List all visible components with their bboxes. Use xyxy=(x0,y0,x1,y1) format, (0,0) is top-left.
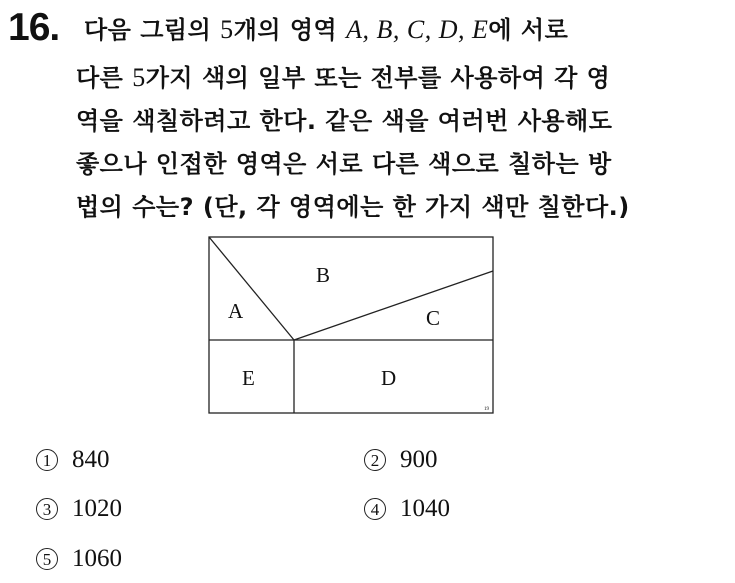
choice-number-circle: 3 xyxy=(36,498,58,520)
choice-number-circle: 4 xyxy=(364,498,386,520)
diagonal-line-a-b xyxy=(209,237,294,340)
region-label-e: E xyxy=(242,366,255,390)
question-line-2: 다른 5가지 색의 일부 또는 전부를 사용하여 각 영 xyxy=(76,63,611,92)
choice-value: 1040 xyxy=(400,495,450,522)
region-label-a: A xyxy=(228,299,244,323)
choice-4[interactable] xyxy=(364,495,450,523)
choice-value: 900 xyxy=(400,446,438,473)
choice-value: 1060 xyxy=(72,545,122,572)
region-label-d: D xyxy=(381,366,397,390)
question-line-5: 법의 수는? (단, 각 영역에는 한 가지 색만 칠한다.) xyxy=(76,193,630,221)
choice-1[interactable] xyxy=(36,446,110,474)
choice-2[interactable] xyxy=(364,446,438,474)
region-label-b: B xyxy=(316,263,331,287)
region-label-c: C xyxy=(426,306,441,330)
choice-3[interactable] xyxy=(36,495,122,523)
corner-mark: 19 xyxy=(484,407,489,412)
choice-number-circle: 2 xyxy=(364,449,386,471)
choice-value: 1020 xyxy=(72,495,122,522)
choice-5[interactable] xyxy=(36,545,122,573)
question-line-1: 다음 그림의 5개의 영역 A, B, C, D, E에 서로 xyxy=(84,15,569,44)
choice-number-circle: 1 xyxy=(36,449,58,471)
choice-value: 840 xyxy=(72,446,110,473)
question-line-4: 좋으나 인접한 영역은 서로 다른 색으로 칠하는 방 xyxy=(76,150,612,178)
question-number: 16. xyxy=(8,6,60,49)
question-line-3: 역을 색칠하려고 한다. 같은 색을 여러번 사용해도 xyxy=(76,107,613,135)
choice-number-circle: 5 xyxy=(36,548,58,570)
